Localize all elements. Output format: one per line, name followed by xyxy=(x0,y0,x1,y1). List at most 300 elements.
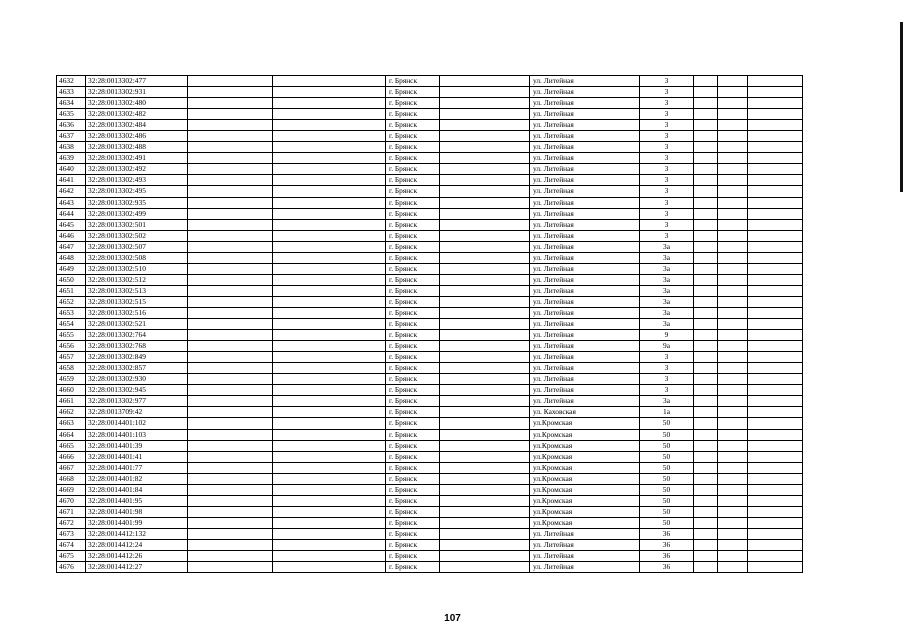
empty-cell xyxy=(718,418,748,429)
cadastral-number-cell: 32:28:0013302:849 xyxy=(86,352,188,363)
empty-cell xyxy=(188,307,273,318)
cadastral-number-cell: 32:28:0013302:486 xyxy=(86,131,188,142)
street-cell: ул. Литейная xyxy=(530,263,640,274)
street-cell: ул. Литейная xyxy=(530,241,640,252)
empty-cell xyxy=(273,197,386,208)
row-number-cell: 4676 xyxy=(57,562,86,573)
empty-cell xyxy=(188,186,273,197)
house-number-cell: 3 xyxy=(640,363,694,374)
empty-cell xyxy=(273,175,386,186)
empty-cell xyxy=(718,319,748,330)
empty-cell xyxy=(440,528,530,539)
empty-cell xyxy=(694,230,718,241)
empty-cell xyxy=(273,462,386,473)
empty-cell xyxy=(188,98,273,109)
empty-cell xyxy=(188,109,273,120)
empty-cell xyxy=(748,208,803,219)
street-cell: ул.Кромская xyxy=(530,418,640,429)
empty-cell xyxy=(718,296,748,307)
city-cell: г. Брянск xyxy=(386,98,440,109)
cadastral-number-cell: 32:28:0013302:502 xyxy=(86,230,188,241)
empty-cell xyxy=(188,241,273,252)
empty-cell xyxy=(718,429,748,440)
empty-cell xyxy=(718,307,748,318)
empty-cell xyxy=(748,230,803,241)
empty-cell xyxy=(694,285,718,296)
city-cell: г. Брянск xyxy=(386,131,440,142)
house-number-cell: 50 xyxy=(640,484,694,495)
empty-cell xyxy=(718,285,748,296)
street-cell: ул. Литейная xyxy=(530,562,640,573)
row-number-cell: 4632 xyxy=(57,76,86,87)
empty-cell xyxy=(694,263,718,274)
row-number-cell: 4668 xyxy=(57,473,86,484)
street-cell: ул.Кромская xyxy=(530,429,640,440)
empty-cell xyxy=(694,197,718,208)
empty-cell xyxy=(748,551,803,562)
street-cell: ул. Литейная xyxy=(530,528,640,539)
empty-cell xyxy=(188,506,273,517)
empty-cell xyxy=(188,418,273,429)
empty-cell xyxy=(440,208,530,219)
empty-cell xyxy=(718,473,748,484)
empty-cell xyxy=(694,109,718,120)
empty-cell xyxy=(273,330,386,341)
house-number-cell: 3 xyxy=(640,109,694,120)
empty-cell xyxy=(188,341,273,352)
empty-cell xyxy=(694,462,718,473)
empty-cell xyxy=(440,341,530,352)
cadastral-number-cell: 32:28:0013302:931 xyxy=(86,87,188,98)
empty-cell xyxy=(188,164,273,175)
empty-cell xyxy=(748,120,803,131)
empty-cell xyxy=(273,495,386,506)
cadastral-number-cell: 32:28:0013302:521 xyxy=(86,319,188,330)
empty-cell xyxy=(694,142,718,153)
empty-cell xyxy=(273,142,386,153)
house-number-cell: 3 xyxy=(640,76,694,87)
house-number-cell: 3 xyxy=(640,197,694,208)
street-cell: ул. Литейная xyxy=(530,551,640,562)
city-cell: г. Брянск xyxy=(386,352,440,363)
empty-cell xyxy=(718,98,748,109)
cadastral-number-cell: 32:28:0013302:480 xyxy=(86,98,188,109)
street-cell: ул. Литейная xyxy=(530,307,640,318)
city-cell: г. Брянск xyxy=(386,473,440,484)
cadastral-number-cell: 32:28:0014401:95 xyxy=(86,495,188,506)
city-cell: г. Брянск xyxy=(386,506,440,517)
empty-cell xyxy=(188,263,273,274)
empty-cell xyxy=(273,319,386,330)
house-number-cell: 50 xyxy=(640,451,694,462)
empty-cell xyxy=(748,374,803,385)
empty-cell xyxy=(273,208,386,219)
empty-cell xyxy=(188,175,273,186)
empty-cell xyxy=(440,352,530,363)
empty-cell xyxy=(273,551,386,562)
empty-cell xyxy=(748,153,803,164)
empty-cell xyxy=(440,484,530,495)
empty-cell xyxy=(694,76,718,87)
house-number-cell: 3а xyxy=(640,252,694,263)
empty-cell xyxy=(748,175,803,186)
cadastral-number-cell: 32:28:0013302:495 xyxy=(86,186,188,197)
house-number-cell: 3а xyxy=(640,307,694,318)
empty-cell xyxy=(694,186,718,197)
empty-cell xyxy=(440,451,530,462)
empty-cell xyxy=(273,385,386,396)
street-cell: ул. Каховская xyxy=(530,407,640,418)
table-row xyxy=(57,517,803,528)
page-number: 107 xyxy=(444,613,461,624)
empty-cell xyxy=(273,186,386,197)
street-cell: ул. Литейная xyxy=(530,385,640,396)
empty-cell xyxy=(440,285,530,296)
empty-cell xyxy=(188,528,273,539)
empty-cell xyxy=(440,495,530,506)
empty-cell xyxy=(694,241,718,252)
row-number-cell: 4648 xyxy=(57,252,86,263)
house-number-cell: 50 xyxy=(640,506,694,517)
row-number-cell: 4663 xyxy=(57,418,86,429)
empty-cell xyxy=(748,296,803,307)
street-cell: ул.Кромская xyxy=(530,495,640,506)
empty-cell xyxy=(748,385,803,396)
cadastral-number-cell: 32:28:0013302:930 xyxy=(86,374,188,385)
empty-cell xyxy=(273,98,386,109)
cadastral-number-cell: 32:28:0014401:82 xyxy=(86,473,188,484)
empty-cell xyxy=(748,429,803,440)
empty-cell xyxy=(273,418,386,429)
street-cell: ул.Кромская xyxy=(530,484,640,495)
empty-cell xyxy=(440,109,530,120)
row-number-cell: 4657 xyxy=(57,352,86,363)
street-cell: ул. Литейная xyxy=(530,164,640,175)
empty-cell xyxy=(748,396,803,407)
row-number-cell: 4654 xyxy=(57,319,86,330)
city-cell: г. Брянск xyxy=(386,396,440,407)
city-cell: г. Брянск xyxy=(386,562,440,573)
row-number-cell: 4641 xyxy=(57,175,86,186)
empty-cell xyxy=(694,451,718,462)
row-number-cell: 4635 xyxy=(57,109,86,120)
empty-cell xyxy=(440,307,530,318)
empty-cell xyxy=(273,153,386,164)
empty-cell xyxy=(694,296,718,307)
street-cell: ул. Литейная xyxy=(530,285,640,296)
city-cell: г. Брянск xyxy=(386,363,440,374)
cadastral-number-cell: 32:28:0013709:42 xyxy=(86,407,188,418)
empty-cell xyxy=(748,506,803,517)
empty-cell xyxy=(440,429,530,440)
table-row xyxy=(57,506,803,517)
table-row xyxy=(57,230,803,241)
empty-cell xyxy=(188,539,273,550)
city-cell: г. Брянск xyxy=(386,87,440,98)
row-number-cell: 4675 xyxy=(57,551,86,562)
empty-cell xyxy=(273,263,386,274)
table-row xyxy=(57,374,803,385)
empty-cell xyxy=(694,175,718,186)
empty-cell xyxy=(748,285,803,296)
table-row xyxy=(57,263,803,274)
empty-cell xyxy=(273,341,386,352)
row-number-cell: 4656 xyxy=(57,341,86,352)
empty-cell xyxy=(273,396,386,407)
cadastral-number-cell: 32:28:0014401:84 xyxy=(86,484,188,495)
empty-cell xyxy=(188,462,273,473)
empty-cell xyxy=(718,352,748,363)
empty-cell xyxy=(718,164,748,175)
empty-cell xyxy=(440,407,530,418)
city-cell: г. Брянск xyxy=(386,241,440,252)
house-number-cell: 3 xyxy=(640,131,694,142)
city-cell: г. Брянск xyxy=(386,429,440,440)
city-cell: г. Брянск xyxy=(386,153,440,164)
empty-cell xyxy=(694,484,718,495)
empty-cell xyxy=(188,87,273,98)
table-row xyxy=(57,539,803,550)
street-cell: ул. Литейная xyxy=(530,252,640,263)
empty-cell xyxy=(273,506,386,517)
empty-cell xyxy=(748,528,803,539)
row-number-cell: 4669 xyxy=(57,484,86,495)
house-number-cell: 3 xyxy=(640,98,694,109)
table-row xyxy=(57,197,803,208)
empty-cell xyxy=(694,539,718,550)
row-number-cell: 4643 xyxy=(57,197,86,208)
empty-cell xyxy=(718,230,748,241)
table-row xyxy=(57,87,803,98)
empty-cell xyxy=(188,120,273,131)
house-number-cell: 1а xyxy=(640,407,694,418)
city-cell: г. Брянск xyxy=(386,551,440,562)
street-cell: ул. Литейная xyxy=(530,98,640,109)
empty-cell xyxy=(188,197,273,208)
empty-cell xyxy=(718,241,748,252)
city-cell: г. Брянск xyxy=(386,341,440,352)
row-number-cell: 4642 xyxy=(57,186,86,197)
empty-cell xyxy=(440,131,530,142)
empty-cell xyxy=(188,407,273,418)
row-number-cell: 4667 xyxy=(57,462,86,473)
empty-cell xyxy=(273,219,386,230)
row-number-cell: 4659 xyxy=(57,374,86,385)
empty-cell xyxy=(273,473,386,484)
house-number-cell: 3 xyxy=(640,153,694,164)
cadastral-number-cell: 32:28:0013302:493 xyxy=(86,175,188,186)
city-cell: г. Брянск xyxy=(386,186,440,197)
house-number-cell: 50 xyxy=(640,429,694,440)
empty-cell xyxy=(273,352,386,363)
empty-cell xyxy=(273,76,386,87)
empty-cell xyxy=(694,528,718,539)
city-cell: г. Брянск xyxy=(386,76,440,87)
row-number-cell: 4652 xyxy=(57,296,86,307)
empty-cell xyxy=(188,440,273,451)
empty-cell xyxy=(273,517,386,528)
empty-cell xyxy=(694,562,718,573)
empty-cell xyxy=(694,551,718,562)
city-cell: г. Брянск xyxy=(386,230,440,241)
cadastral-number-cell: 32:28:0013302:857 xyxy=(86,363,188,374)
empty-cell xyxy=(748,539,803,550)
empty-cell xyxy=(440,76,530,87)
empty-cell xyxy=(273,109,386,120)
house-number-cell: 50 xyxy=(640,473,694,484)
empty-cell xyxy=(273,241,386,252)
row-number-cell: 4674 xyxy=(57,539,86,550)
empty-cell xyxy=(273,407,386,418)
empty-cell xyxy=(748,98,803,109)
empty-cell xyxy=(188,374,273,385)
house-number-cell: 3а xyxy=(640,263,694,274)
empty-cell xyxy=(694,87,718,98)
empty-cell xyxy=(440,296,530,307)
empty-cell xyxy=(718,374,748,385)
street-cell: ул. Литейная xyxy=(530,153,640,164)
city-cell: г. Брянск xyxy=(386,440,440,451)
empty-cell xyxy=(718,252,748,263)
empty-cell xyxy=(718,120,748,131)
row-number-cell: 4633 xyxy=(57,87,86,98)
empty-cell xyxy=(188,396,273,407)
table-row xyxy=(57,330,803,341)
cadastral-number-cell: 32:28:0014412:132 xyxy=(86,528,188,539)
city-cell: г. Брянск xyxy=(386,296,440,307)
empty-cell xyxy=(694,440,718,451)
empty-cell xyxy=(694,429,718,440)
table-row xyxy=(57,429,803,440)
house-number-cell: 3 xyxy=(640,219,694,230)
house-number-cell: 3а xyxy=(640,296,694,307)
house-number-cell: 3 xyxy=(640,374,694,385)
house-number-cell: 50 xyxy=(640,418,694,429)
row-number-cell: 4640 xyxy=(57,164,86,175)
cadastral-number-cell: 32:28:0013302:512 xyxy=(86,274,188,285)
row-number-cell: 4650 xyxy=(57,274,86,285)
empty-cell xyxy=(748,197,803,208)
table-row xyxy=(57,307,803,318)
empty-cell xyxy=(694,473,718,484)
row-number-cell: 4670 xyxy=(57,495,86,506)
empty-cell xyxy=(273,120,386,131)
street-cell: ул. Литейная xyxy=(530,274,640,285)
empty-cell xyxy=(748,252,803,263)
empty-cell xyxy=(694,208,718,219)
empty-cell xyxy=(748,307,803,318)
house-number-cell: 36 xyxy=(640,528,694,539)
empty-cell xyxy=(748,363,803,374)
empty-cell xyxy=(694,330,718,341)
empty-cell xyxy=(718,197,748,208)
table-row xyxy=(57,219,803,230)
empty-cell xyxy=(440,142,530,153)
street-cell: ул. Литейная xyxy=(530,120,640,131)
row-number-cell: 4665 xyxy=(57,440,86,451)
city-cell: г. Брянск xyxy=(386,252,440,263)
street-cell: ул.Кромская xyxy=(530,440,640,451)
house-number-cell: 50 xyxy=(640,495,694,506)
empty-cell xyxy=(188,363,273,374)
empty-cell xyxy=(748,484,803,495)
empty-cell xyxy=(188,451,273,462)
city-cell: г. Брянск xyxy=(386,418,440,429)
table-row xyxy=(57,120,803,131)
empty-cell xyxy=(694,274,718,285)
empty-cell xyxy=(694,98,718,109)
cadastral-number-cell: 32:28:0014401:77 xyxy=(86,462,188,473)
city-cell: г. Брянск xyxy=(386,539,440,550)
cadastral-number-cell: 32:28:0014401:98 xyxy=(86,506,188,517)
empty-cell xyxy=(440,551,530,562)
empty-cell xyxy=(440,241,530,252)
empty-cell xyxy=(273,539,386,550)
empty-cell xyxy=(718,274,748,285)
empty-cell xyxy=(718,76,748,87)
empty-cell xyxy=(694,418,718,429)
house-number-cell: 3 xyxy=(640,164,694,175)
empty-cell xyxy=(748,440,803,451)
empty-cell xyxy=(273,131,386,142)
empty-cell xyxy=(694,120,718,131)
house-number-cell: 36 xyxy=(640,562,694,573)
cadastral-number-cell: 32:28:0014412:27 xyxy=(86,562,188,573)
row-number-cell: 4673 xyxy=(57,528,86,539)
cadastral-number-cell: 32:28:0013302:768 xyxy=(86,341,188,352)
empty-cell xyxy=(718,186,748,197)
empty-cell xyxy=(748,495,803,506)
empty-cell xyxy=(188,142,273,153)
empty-cell xyxy=(694,164,718,175)
empty-cell xyxy=(718,396,748,407)
row-number-cell: 4645 xyxy=(57,219,86,230)
house-number-cell: 9 xyxy=(640,330,694,341)
row-number-cell: 4653 xyxy=(57,307,86,318)
row-number-cell: 4647 xyxy=(57,241,86,252)
empty-cell xyxy=(748,131,803,142)
street-cell: ул. Литейная xyxy=(530,219,640,230)
empty-cell xyxy=(718,330,748,341)
house-number-cell: 36 xyxy=(640,539,694,550)
city-cell: г. Брянск xyxy=(386,208,440,219)
empty-cell xyxy=(273,307,386,318)
empty-cell xyxy=(440,330,530,341)
row-number-cell: 4660 xyxy=(57,385,86,396)
empty-cell xyxy=(188,274,273,285)
street-cell: ул. Литейная xyxy=(530,374,640,385)
empty-cell xyxy=(440,98,530,109)
empty-cell xyxy=(718,341,748,352)
cadastral-number-cell: 32:28:0013302:508 xyxy=(86,252,188,263)
empty-cell xyxy=(273,429,386,440)
house-number-cell: 3 xyxy=(640,230,694,241)
empty-cell xyxy=(440,363,530,374)
city-cell: г. Брянск xyxy=(386,374,440,385)
empty-cell xyxy=(440,219,530,230)
empty-cell xyxy=(188,131,273,142)
cadastral-number-cell: 32:28:0013302:510 xyxy=(86,263,188,274)
table-row xyxy=(57,562,803,573)
house-number-cell: 3 xyxy=(640,120,694,131)
empty-cell xyxy=(440,87,530,98)
street-cell: ул. Литейная xyxy=(530,109,640,120)
empty-cell xyxy=(718,462,748,473)
street-cell: ул. Литейная xyxy=(530,208,640,219)
street-cell: ул. Литейная xyxy=(530,352,640,363)
house-number-cell: 3а xyxy=(640,285,694,296)
empty-cell xyxy=(273,528,386,539)
